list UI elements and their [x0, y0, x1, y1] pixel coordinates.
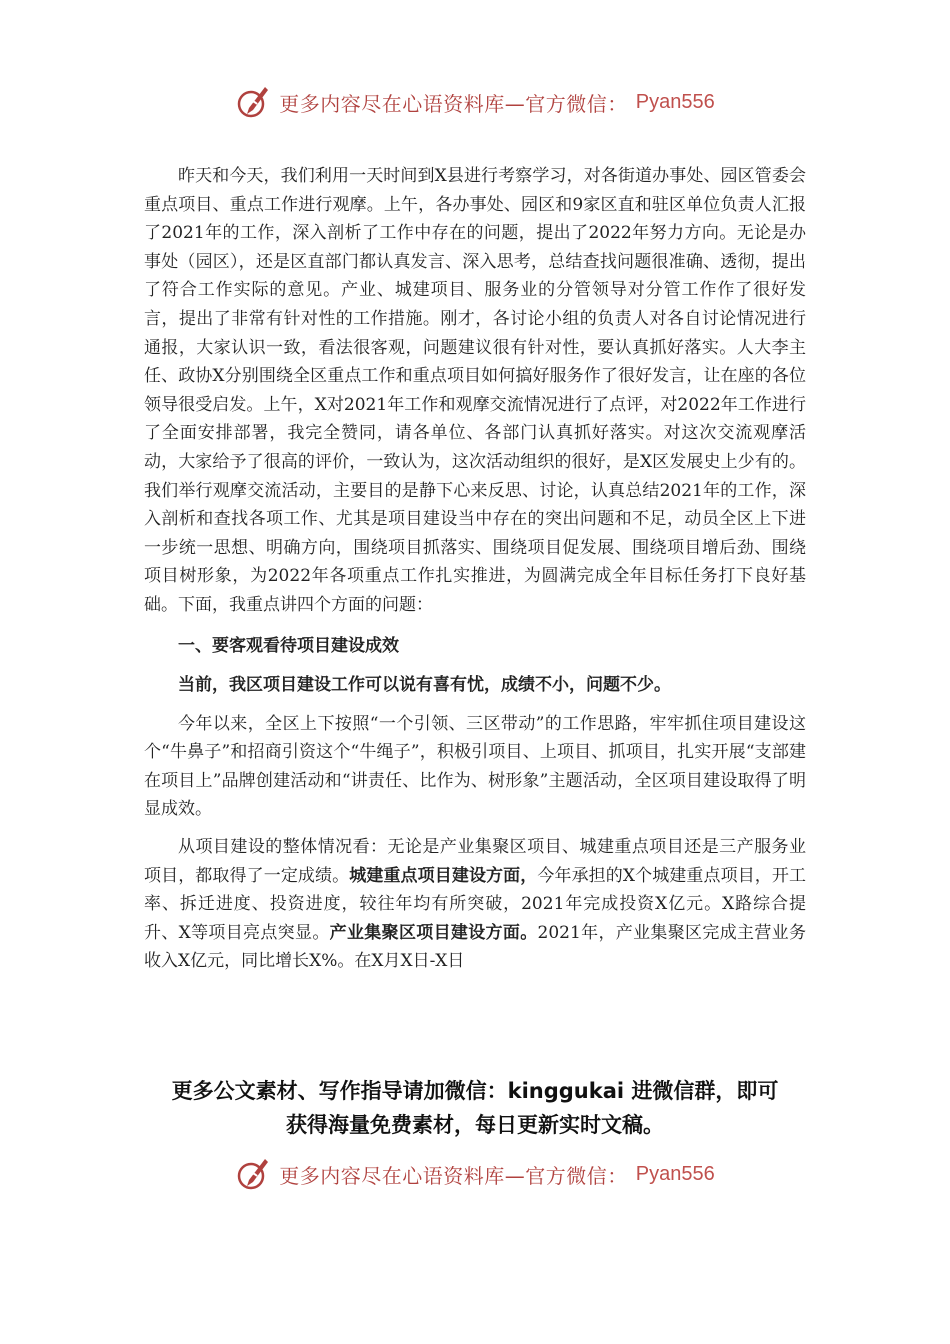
quill-logo-icon — [235, 84, 271, 120]
promo-line-1: 更多公文素材、写作指导请加微信：kinggukai 进微信群，即可 — [171, 1079, 779, 1103]
document-body — [144, 162, 806, 976]
promo-banner — [100, 1074, 850, 1142]
watermark-wechat-id: Pyan556 — [635, 1162, 715, 1185]
paragraph-intro: 昨天和今天，我们利用一天时间到X县进行考察学习，对各街道办事处、园区管委会重点项目、重点工作进行观摩。上午，各办事处、园区和9家区直和驻区单位负责人汇报了2021年的工作，深入剖析了工作中存在的问题，提出了2022年努力方向。无论是办事处（园区），还是区直部门都认真发言、深入思考，总结查找问题很准确、透彻，提出了符合工作实际的意见。产业、城建项目、服务业的分管领导对分管工作作了很好发言，提出了非常有针对性的工作措施。刚才，各讨论小组的负责人对各自讨论情况进行通报，大家认识一致，看法很客观，问题建议很有针对性，要认真抓好落实。人大李主任、政协X分别围绕全区重点工作和重点项目如何搞好服务作了很好发言，让在座的各位领导很受启发。上午，X对2021年工作和观摩交流情况进行了点评，对2022年工作进行了全面安排部署，我完全赞同，请各单位、各部门认真抓好落实。对这次交流观摩活动，大家给予了很高的评价，一致认为，这次活动组织的很好，是X区发展史上少有的。我们举行观摩交流活动，主要目的是静下心来反思、讨论，认真总结2021年的工作，深入剖析和查找各项工作、尤其是项目建设当中存在的突出问题和不足，动员全区上下进一步统一思想、明确方向，围绕项目抓落实、围绕项目促发展、围绕项目增后劲、围绕项目树形象，为2022年各项重点工作扎实推进，为圆满完成全年目标任务打下良好基础。下面，我重点讲四个方面的问题： — [144, 166, 806, 615]
section-lead-1: 当前，我区项目建设工作可以说有喜有忧，成绩不小，问题不少。 — [178, 675, 671, 696]
overview-bold-urban: 城建重点项目建设方面， — [349, 865, 538, 886]
watermark-text: 更多内容尽在心语资料库—官方微信： — [279, 1163, 628, 1188]
overview-text-e: 2021年，产业集聚区完成主营业务收入X亿元，同比增长X%。在X月X日-X日 — [144, 922, 806, 972]
overview-bold-industry: 产业集聚区项目建设方面。 — [329, 922, 538, 943]
quill-logo-icon — [235, 1156, 271, 1192]
section-heading-1: 一、要客观看待项目建设成效 — [178, 635, 399, 656]
header-watermark — [0, 84, 950, 120]
watermark-wechat-id: Pyan556 — [635, 90, 715, 113]
footer-watermark — [0, 1156, 950, 1192]
paragraph-progress: 今年以来，全区上下按照“一个引领、三区带动”的工作思路，牢牢抓住项目建设这个“牛鼻子”和招商引资这个“牛绳子”，积极引项目、上项目、抓项目，扎实开展“支部建在项目上”品牌创建活动和“讲责任、比作为、树形象”主题活动，全区项目建设取得了明显成效。 — [144, 713, 806, 820]
overview-text-c: 今年承担的X个城建重点项目，开工率、拆迁进度、投资进度，较往年均有所突破，2021年完成投资X亿元。X路综合提升、X等项目亮点突显。 — [144, 865, 807, 943]
paragraph-overview — [144, 833, 806, 976]
watermark-text: 更多内容尽在心语资料库—官方微信： — [279, 91, 628, 116]
promo-line-2: 获得海量免费素材，每日更新实时文稿。 — [286, 1113, 664, 1137]
overview-text-a: 从项目建设的整体情况看：无论是产业集聚区项目、城建重点项目还是三产服务业项目，都取得了一定成绩。 — [144, 837, 806, 886]
